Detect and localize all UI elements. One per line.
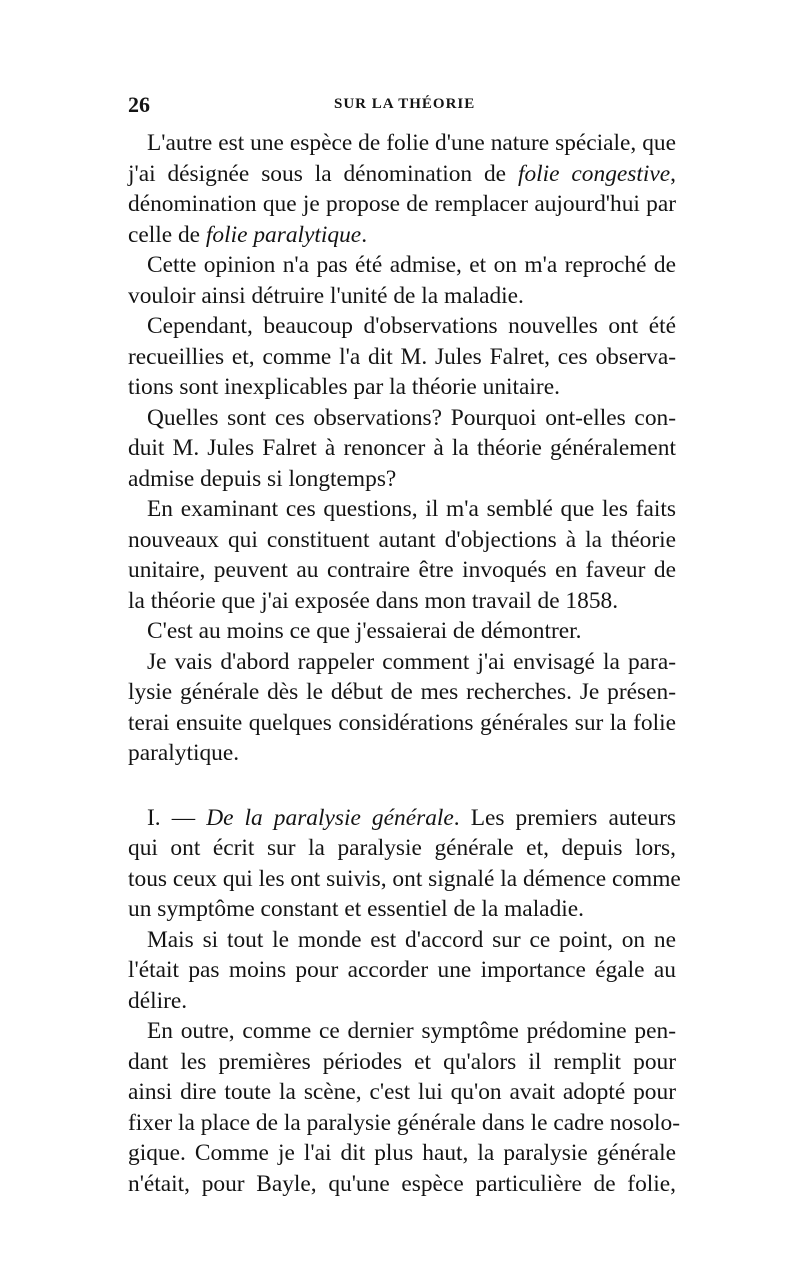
page-header [128,92,676,122]
italic-term: folie paralytique [205,221,362,248]
text-line: Mais si tout le monde est d'accord sur ce point, on ne [147,926,676,953]
text-line: Quelles sont ces observations? Pourquoi ont-elles con- [147,404,676,431]
text-span: , [670,160,676,187]
text-line: qui ont écrit sur la paralysie générale et, depuis lors, [128,835,676,861]
section-heading-line [128,803,676,834]
section-number: I. — [147,804,207,831]
text-span: . Les premiers auteurs [453,804,676,831]
text-line: gique. Comme je l'ai dit plus haut, la paralysie générale [128,1140,676,1166]
text-line: duit M. Jules Falret à renoncer à la théorie généralement [128,435,676,461]
text-line: Cependant, beaucoup d'observations nouvelles ont été [147,313,676,339]
text-line [128,220,676,251]
text-line: Cette opinion n'a pas été admise, et on m'a reproché de [147,252,676,278]
text-line: paralytique. [128,740,240,766]
text-line: la théorie que j'ai exposée dans mon travail de 1858. [128,587,619,614]
text-line: dant les premières périodes et qu'alors il remplit pour [128,1048,676,1075]
italic-term: folie congestive [517,160,671,187]
text-line: fixer la place de la paralysie générale dans le cadre nosolo- [128,1109,680,1136]
text-line: tous ceux qui les ont suivis, ont signalé la démence comme [128,865,681,892]
text-line: tions sont inexplicables par la théorie unitaire. [128,374,560,400]
text-line: En outre, comme ce dernier symptôme prédomine pen- [147,1018,676,1044]
text-line: L'autre est une espèce de folie d'une nature spéciale, que [147,130,676,156]
text-line: admise depuis si longtemps? [128,465,397,492]
text-line: l'était pas moins pour accorder une importance égale au [128,957,676,983]
text-span: celle de [128,221,206,248]
running-head: SUR LA THÉORIE [334,96,476,112]
text-line: délire. [128,987,188,1014]
section-title: De la paralysie générale [206,804,454,831]
text-span: j'ai désignée sous la dénomination de [128,160,518,187]
section-gap [128,769,676,803]
text-line: un symptôme constant et essentiel de la maladie. [128,896,584,922]
text-line: terai ensuite quelques considérations générales sur la folie [128,709,676,736]
text-line: n'était, pour Bayle, qu'une espèce particulière de folie, [128,1170,676,1197]
body-text [128,128,681,1199]
text-line: nouveaux qui constituent autant d'objections à la théorie [128,526,676,553]
text-line: En examinant ces questions, il m'a semblé que les faits [147,496,676,522]
text-line: recueillies et, comme l'a dit M. Jules Falret, ces observa- [128,343,676,370]
text-line: unitaire, peuvent au contraire être invoqués en faveur de [128,557,676,583]
text-line: ainsi dire toute la scène, c'est lui qu'on avait adopté pour [128,1079,676,1105]
text-line: vouloir ainsi détruire l'unité de la maladie. [128,282,524,309]
page-number: 26 [128,92,150,117]
text-line: dénomination que je propose de remplacer aujourd'hui par [128,191,676,217]
text-line: lysie générale dès le début de mes recherches. Je présen- [128,679,676,705]
text-line: Je vais d'abord rappeler comment j'ai envisagé la para- [147,648,676,675]
text-span: . [361,221,368,248]
text-line [128,159,676,190]
text-line: C'est au moins ce que j'essaierai de démontrer. [147,618,582,644]
